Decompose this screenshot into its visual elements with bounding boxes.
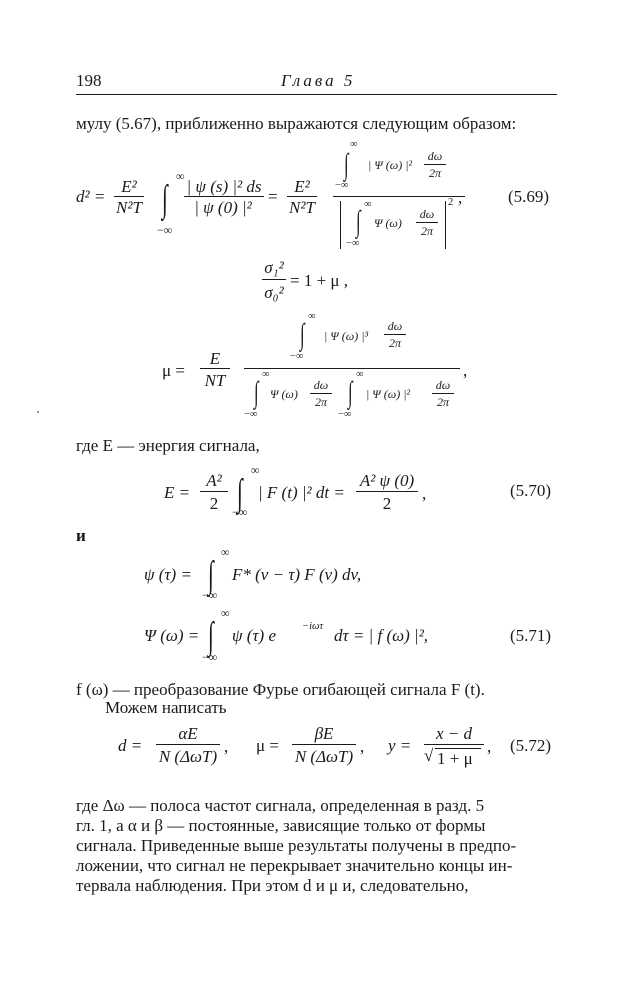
eq572-mu-line (292, 744, 356, 745)
eq569-equals: = (268, 187, 278, 206)
mu-den-2pi1: 2π (314, 395, 327, 409)
eq569-num-int-upper: ∞ (350, 139, 358, 150)
page-number: 198 (76, 71, 102, 90)
eq570-comma: , (422, 484, 427, 503)
text-where-e: где E — энергия сигнала, (76, 436, 260, 455)
mu-frac-den: NT (204, 371, 226, 390)
eq569-integrand-num: | ψ (s) |² ds (186, 177, 262, 196)
integral-sign: ∫ (356, 205, 361, 238)
eq569-big-frac-line (333, 196, 465, 197)
mu-den-2pi2: 2π (436, 395, 449, 409)
eq570-frac1-den: 2 (209, 494, 219, 513)
mu-frac-line (200, 368, 230, 369)
running-title: Глава 5 (281, 71, 356, 90)
text-and: и (76, 526, 86, 545)
para-line-5: тервала наблюдения. При этом d и μ и, следовательно, (76, 876, 469, 895)
eq570-number: (5.70) (510, 481, 552, 500)
mu-den-dw2: dω (435, 378, 451, 392)
psi-integrand: F* (v − τ) F (v) dv, (232, 565, 362, 584)
sigma-den: σ₀² (264, 283, 284, 302)
integral-sign: ∫ (300, 318, 305, 351)
eq569-comma: , (458, 188, 463, 207)
eq572-d-line (156, 744, 220, 745)
eq570-frac1-line (200, 491, 228, 492)
mu-big-frac-line (244, 368, 460, 369)
eq572-d-lhs: d = (118, 736, 143, 755)
text-line-1: мулу (5.67), приближенно выражаются следующим образом: (76, 114, 517, 133)
para-line-4: ложении, что сигнал не перекрывает значительно концы ин- (76, 856, 513, 875)
eq570-int-upper: ∞ (251, 463, 260, 477)
eq569-integrand-line (184, 196, 264, 197)
sigma-frac-line (262, 279, 286, 280)
eq571-integrand: ψ (τ) e (232, 626, 277, 645)
integral-sign: ∫ (208, 615, 214, 657)
eq569-den-2pi: 2π (420, 224, 433, 238)
para-line-1: где Δω — полоса частот сигнала, определенная в разд. 5 (76, 796, 485, 815)
eq572-comma1: , (224, 737, 229, 756)
mu-lhs: μ = (162, 361, 185, 380)
eq572-mu-den: N (ΔωT) (294, 747, 354, 766)
mu-den-int1-lower: −∞ (244, 409, 258, 420)
eq569-big-num: | Ψ (ω) |² (368, 158, 413, 172)
text-can-write: Можем написать (105, 698, 227, 717)
eq571-lhs: Ψ (ω) = (144, 626, 200, 645)
psi-int-upper: ∞ (221, 545, 230, 559)
abs-bar-right (445, 201, 446, 249)
eq571-int-upper: ∞ (221, 606, 230, 620)
eq572-comma2: , (360, 737, 365, 756)
margin-speck (37, 411, 39, 413)
eq570-frac2-line (356, 491, 418, 492)
mu-num-int-upper: ∞ (308, 311, 316, 322)
integral-sign: ∫ (348, 376, 353, 409)
eq569-den-int-lower: −∞ (346, 238, 360, 249)
eq569-integrand-den: | ψ (0) |² (194, 198, 252, 217)
eq572-y-line (424, 744, 484, 745)
psi-int-lower: −∞ (202, 588, 218, 602)
mu-comma: , (463, 361, 468, 380)
eq571-rest: dτ = | f (ω) |², (334, 626, 429, 645)
eq570-integrand: | F (t) |² dt = (258, 483, 345, 502)
eq569-int-lower: −∞ (157, 223, 173, 237)
eq571-exponent: −iωτ (302, 621, 324, 632)
eq569-num-dw: dω (427, 149, 443, 163)
mu-num-dw-line (384, 334, 406, 335)
eq572-d-num: αE (178, 724, 198, 743)
eq572-y-num: x − d (435, 724, 473, 743)
eq570-frac2-den: 2 (382, 494, 392, 513)
mu-den-dw1-line (310, 393, 332, 394)
eq569-frac2-num: E² (294, 177, 310, 196)
para-line-2: гл. 1, а α и β — постоянные, зависящие только от формы (76, 816, 486, 835)
eq569-den-int-upper: ∞ (364, 199, 372, 210)
eq569-num-dw-line (424, 164, 446, 165)
integral-sign: ∫ (237, 472, 243, 514)
eq572-mu-num: βE (314, 724, 334, 743)
mu-den-int2-upper: ∞ (356, 369, 364, 380)
eq572-d-den: N (ΔωT) (158, 747, 218, 766)
eq570-frac1-num: A² (206, 471, 222, 490)
eq570-lhs: E = (164, 483, 191, 502)
eq569-den-dw: dω (419, 207, 435, 221)
mu-num-2pi: 2π (388, 336, 401, 350)
integral-sign: ∫ (208, 554, 214, 596)
eq572-mu-lhs: μ = (256, 736, 279, 755)
text-f-definition: f (ω) — преобразование Фурье огибающей сигнала F (t). (76, 680, 485, 699)
eq569-number: (5.69) (508, 187, 550, 206)
eq571-number: (5.71) (510, 626, 552, 645)
eq569-den-power: 2 (448, 197, 454, 208)
mu-num-int-lower: −∞ (290, 351, 304, 362)
eq569-num-2pi: 2π (428, 166, 441, 180)
psi-lhs: ψ (τ) = (144, 565, 192, 584)
mu-den-int1-upper: ∞ (262, 369, 270, 380)
sqrt-icon: √ (424, 746, 434, 765)
integral-sign: ∫ (162, 178, 168, 220)
abs-bar-left (340, 201, 341, 249)
eq569-frac2-den: N²T (289, 198, 315, 217)
eq571-int-lower: −∞ (202, 650, 218, 664)
eq572-number: (5.72) (510, 736, 552, 755)
eq569-frac1-line (114, 196, 144, 197)
eq572-comma3: , (487, 737, 492, 756)
eq572-y-den: 1 + μ (437, 749, 473, 768)
eq570-int-lower: −∞ (232, 505, 248, 519)
eq569-den-dw-line (416, 222, 438, 223)
mu-den-int2-lower: −∞ (338, 409, 352, 420)
eq570-frac2-num: A² ψ (0) (359, 471, 415, 490)
mu-den-int2: | Ψ (ω) |² (366, 387, 411, 401)
eq569-frac1-den: N²T (116, 198, 142, 217)
mu-den-dw1: dω (313, 378, 329, 392)
eq569-int-upper: ∞ (176, 169, 185, 183)
mu-frac-num: E (209, 349, 221, 368)
integral-sign: ∫ (344, 148, 349, 181)
sigma-rhs: = 1 + μ , (290, 271, 349, 290)
mu-num-dw: dω (387, 319, 403, 333)
mu-den-int1: Ψ (ω) (270, 387, 298, 401)
eq569-num-int-lower: −∞ (335, 180, 349, 191)
mu-den-dw2-line (432, 393, 454, 394)
eq569-lhs: d² = (76, 187, 106, 206)
header-rule (76, 94, 557, 95)
eq569-frac2-line (287, 196, 317, 197)
eq569-big-den: Ψ (ω) (374, 216, 402, 230)
mu-num-integrand: | Ψ (ω) |³ (324, 329, 369, 343)
eq572-y-lhs: y = (388, 736, 412, 755)
para-line-3: сигнала. Приведенные выше результаты получены в предпо- (76, 836, 517, 855)
integral-sign: ∫ (254, 376, 259, 409)
eq569-frac1-num: E² (121, 177, 137, 196)
sigma-num: σ₁² (264, 258, 284, 277)
